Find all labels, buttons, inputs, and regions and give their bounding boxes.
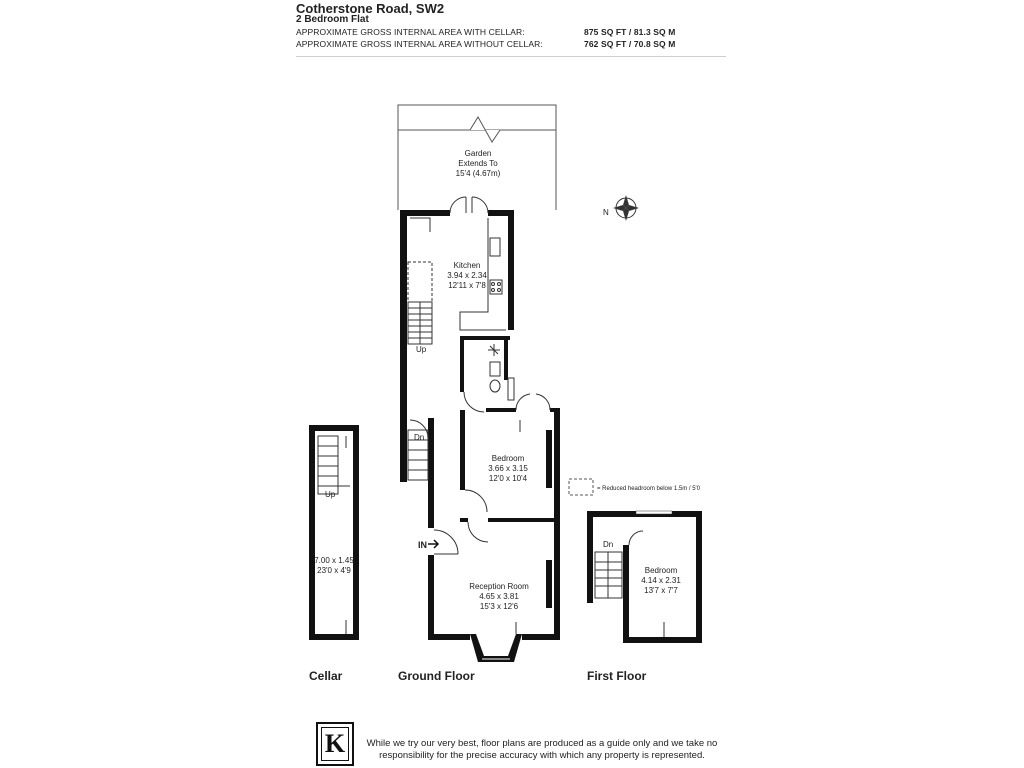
bedroom-ground-imperial: 12'0 x 10'4 xyxy=(488,474,528,483)
kitchen-name: Kitchen xyxy=(453,261,481,270)
reception-metric: 4.65 x 3.81 xyxy=(479,592,519,601)
bedroom-first-metric: 4.14 x 2.31 xyxy=(641,576,681,585)
kitchen-metric: 3.94 x 2.34 xyxy=(447,271,487,280)
bedroom-ground-name: Bedroom xyxy=(491,454,525,463)
cellar-stairs-up-label: Up xyxy=(325,490,336,499)
area-label: APPROXIMATE GROSS INTERNAL AREA WITH CELLAR: xyxy=(296,27,525,37)
cellar-imperial: 23'0 x 4'9 xyxy=(317,566,351,575)
ground-floor-label: Ground Floor xyxy=(398,669,475,683)
area-value: 875 SQ FT / 81.3 SQ M xyxy=(584,27,676,37)
garden-dimension: 15'4 (4.67m) xyxy=(455,169,501,178)
property-title: Cotherstone Road, SW2 xyxy=(296,1,445,16)
garden-extends-label: Extends To xyxy=(458,159,498,168)
first-stairs-down-label: Dn xyxy=(603,540,614,549)
agency-logo xyxy=(316,722,354,766)
ground-stairs-down-label: Dn xyxy=(414,433,425,442)
headroom-legend xyxy=(569,479,701,495)
bedroom-first-imperial: 13'7 x 7'7 xyxy=(644,586,678,595)
area-value: 762 SQ FT / 70.8 SQ M xyxy=(584,39,676,49)
compass-rose xyxy=(603,195,639,221)
compass-north-label: N xyxy=(603,208,609,217)
entrance-arrow-icon xyxy=(428,540,438,548)
kitchen-imperial: 12'11 x 7'8 xyxy=(448,281,486,290)
headroom-legend-text: = Reduced headroom below 1.5m / 5'0 xyxy=(597,486,701,492)
disclaimer-text: While we try our very best, floor plans are produced as a guide only and we take no responsibility for the precise accuracy with which any property is represented. xyxy=(366,738,718,761)
bedroom-first-name: Bedroom xyxy=(644,566,678,575)
cellar-floor-label: Cellar xyxy=(309,669,343,683)
property-subtitle: 2 Bedroom Flat xyxy=(296,14,369,25)
cellar-metric: 7.00 x 1.45 xyxy=(314,556,354,565)
reception-imperial: 15'3 x 12'6 xyxy=(479,602,519,611)
bedroom-ground-metric: 3.66 x 3.15 xyxy=(488,464,528,473)
cellar-plan xyxy=(309,425,359,640)
reception-name: Reception Room xyxy=(469,582,529,591)
garden-label: Garden xyxy=(464,149,492,158)
first-floor-label: First Floor xyxy=(587,669,647,683)
logo-letter: K xyxy=(321,727,349,761)
first-floor-plan xyxy=(587,511,702,643)
ground-stairs-up-label: Up xyxy=(416,345,427,354)
area-label: APPROXIMATE GROSS INTERNAL AREA WITHOUT CELLAR: xyxy=(296,39,543,49)
garden-area xyxy=(398,105,556,210)
entrance-label: IN xyxy=(418,540,427,550)
